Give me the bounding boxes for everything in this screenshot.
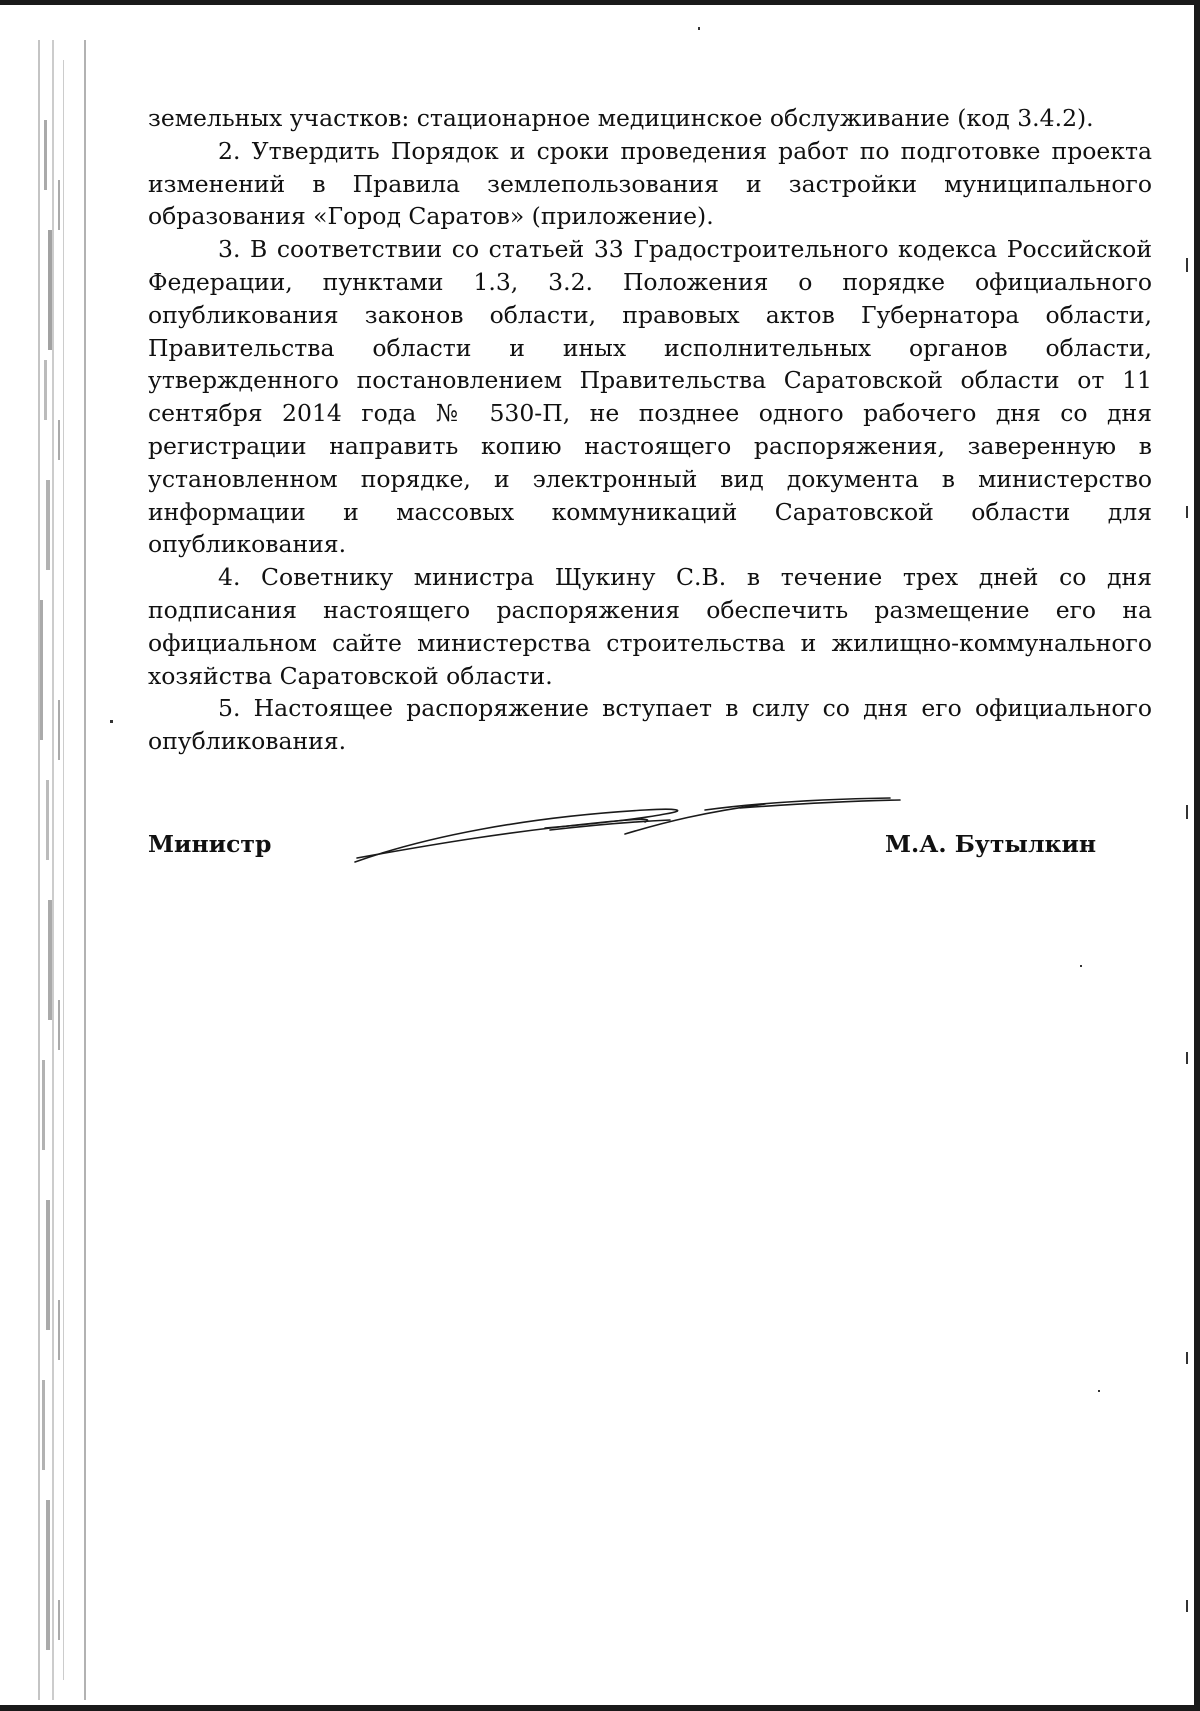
signer-name: М.А. Бутылкин — [885, 830, 1097, 858]
paragraph-4: 4. Советнику министра Щукину С.В. в течение трех дней со дня подписания настоящего распоряжения обеспечить размещение его на официальном сайте министерства строительства и жилищно-коммунального хозяйства Саратовской области. — [148, 563, 1152, 690]
scan-speck — [110, 720, 113, 723]
signer-title: Министр — [148, 830, 272, 858]
scan-speck — [1186, 1052, 1188, 1064]
paragraph-1: земельных участков: стационарное медицинское обслуживание (код 3.4.2). — [148, 104, 1094, 132]
scan-speck — [1186, 1352, 1188, 1364]
paragraph-5: 5. Настоящее распоряжение вступает в силу со дня его официального опубликования. — [148, 694, 1152, 756]
scan-speck — [1186, 506, 1188, 518]
scan-speck — [1186, 805, 1188, 819]
scan-speck — [1186, 258, 1188, 272]
scan-speck — [698, 27, 700, 30]
scan-speck — [1080, 965, 1082, 967]
scan-speck — [1098, 1390, 1100, 1392]
paragraph-2: 2. Утвердить Порядок и сроки проведения работ по подготовке проекта изменений в Правила землепользования и застройки муниципального образования «Город Саратов» (приложение). — [148, 136, 1152, 231]
signature-block — [148, 830, 1148, 870]
scan-speck — [1186, 1600, 1188, 1612]
paragraph-3: 3. В соответствии со статьей 33 Градостроительного кодекса Российской Федерации, пунктами 1.3, 3.2. Положения о порядке официального опубликования законов области, правовых актов Губернатора области, Правительства области и иных исполнительных органов области, утвержденного постановлением Правительства Саратовской области от 11 сентября 2014 года № 530-П, не позднее одного рабочего дня со дня регистрации направить копию настоящего распоряжения, заверенную в установленном порядке, и электронный вид документа в министерство информации и массовых коммуникаций Саратовской области для опубликования. — [148, 235, 1152, 559]
document-body — [148, 102, 1152, 758]
